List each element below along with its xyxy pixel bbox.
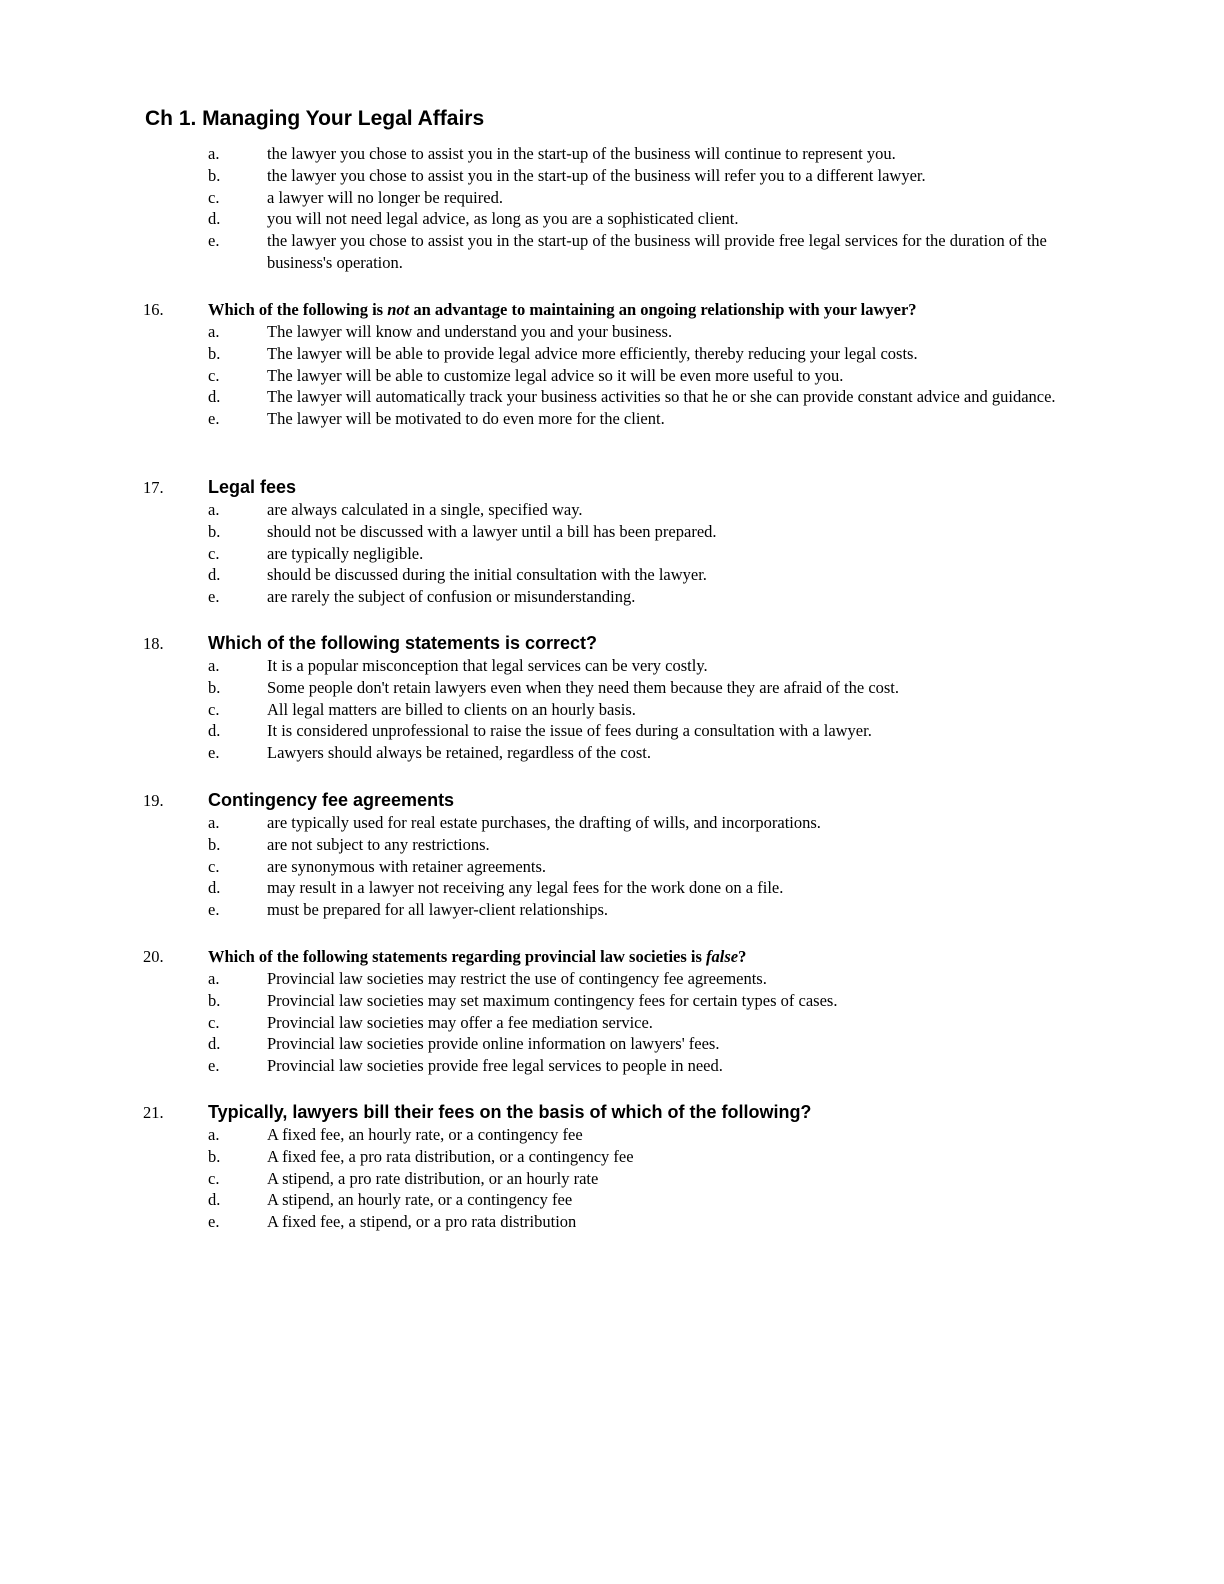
question-21 (0, 1102, 1224, 1233)
option-text: Some people don't retain lawyers even when they need them because they are afraid of the cost. (267, 677, 900, 697)
option-letter: b. (208, 343, 221, 363)
option-text: are not subject to any restrictions. (267, 834, 490, 854)
option-letter: a. (208, 500, 220, 519)
option-letter: b. (208, 677, 221, 697)
answer-option (0, 408, 1224, 430)
option-text: Provincial law societies provide free legal services to people in need. (267, 1056, 723, 1076)
option-text: Lawyers should always be retained, regardless of the cost. (267, 743, 651, 763)
answer-option (0, 968, 1224, 990)
question-number: 21. (143, 1103, 164, 1122)
answer-option (0, 856, 1224, 878)
option-letter: d. (208, 1034, 221, 1054)
answer-option (0, 230, 1224, 274)
option-text: The lawyer will automatically track your business activities so that he or she can provide constant advice and guidance. (267, 387, 1056, 407)
answer-option (0, 343, 1224, 365)
option-text: Provincial law societies may set maximum contingency fees for certain types of cases. (267, 990, 838, 1010)
option-text: All legal matters are billed to clients on an hourly basis. (267, 699, 636, 719)
option-text: A stipend, a pro rate distribution, or an hourly rate (267, 1168, 599, 1188)
stem-text: an advantage to maintaining an ongoing relationship with your lawyer? (409, 300, 917, 319)
question-17 (0, 477, 1224, 608)
option-letter: b. (208, 521, 221, 541)
stem-emphasis: false (706, 947, 739, 966)
question-number: 18. (143, 634, 164, 653)
option-text: should be discussed during the initial consultation with the lawyer. (267, 565, 707, 585)
option-letter: e. (208, 231, 220, 251)
option-letter: c. (208, 1012, 220, 1032)
option-text: The lawyer will be able to customize legal advice so it will be even more useful to you. (267, 365, 844, 385)
option-letter: a. (208, 969, 220, 988)
answer-option (0, 165, 1224, 187)
answer-option (0, 321, 1224, 343)
question-stem: Which of the following statements is correct? (208, 633, 598, 653)
option-letter: c. (208, 365, 220, 385)
question-stem: Legal fees (208, 477, 297, 497)
question-stem: Contingency fee agreements (208, 790, 455, 810)
option-letter: d. (208, 209, 221, 229)
option-letter: b. (208, 1146, 221, 1166)
question-number: 16. (143, 300, 164, 319)
option-text: must be prepared for all lawyer-client relationships. (267, 900, 609, 920)
answer-option (0, 742, 1224, 764)
option-text: you will not need legal advice, as long as you are a sophisticated client. (267, 209, 739, 229)
answer-option (0, 365, 1224, 387)
option-letter: a. (208, 144, 220, 163)
option-letter: a. (208, 322, 220, 341)
option-text: are always calculated in a single, specified way. (267, 500, 583, 519)
option-text: the lawyer you chose to assist you in the start-up of the business will continue to represent you. (267, 144, 896, 163)
option-letter: c. (208, 856, 220, 876)
question-18 (0, 633, 1224, 764)
question-number: 19. (143, 791, 164, 810)
option-letter: d. (208, 565, 221, 585)
option-letter: e. (208, 409, 220, 429)
answer-option (0, 386, 1224, 408)
answer-option (0, 564, 1224, 586)
answer-option (0, 812, 1224, 834)
page-title: Ch 1. Managing Your Legal Affairs (145, 107, 485, 130)
option-letter: d. (208, 1190, 221, 1210)
answer-option (0, 1124, 1224, 1146)
option-text: A stipend, an hourly rate, or a contingency fee (267, 1190, 573, 1210)
question-20 (0, 946, 1224, 1077)
question-16 (0, 299, 1224, 430)
option-letter: b. (208, 834, 221, 854)
answer-option (0, 834, 1224, 856)
option-text: are synonymous with retainer agreements. (267, 856, 547, 876)
question-stem (208, 946, 746, 968)
option-letter: c. (208, 1168, 220, 1188)
stem-text: Which of the following is (208, 300, 388, 319)
option-text: are rarely the subject of confusion or misunderstanding. (267, 587, 636, 607)
answer-option (0, 1189, 1224, 1211)
answer-option (0, 499, 1224, 521)
option-letter: e. (208, 1056, 220, 1076)
option-text: A fixed fee, an hourly rate, or a contingency fee (267, 1125, 583, 1144)
answer-option (0, 1146, 1224, 1168)
option-letter: c. (208, 543, 220, 563)
option-text: the lawyer you chose to assist you in the start-up of the business will refer you to a different lawyer. (267, 165, 926, 185)
option-letter: e. (208, 1212, 220, 1232)
stem-text: ? (738, 947, 747, 966)
option-text: The lawyer will know and understand you and your business. (267, 322, 673, 341)
option-text: Provincial law societies may restrict the use of contingency fee agreements. (267, 969, 767, 988)
option-text: may result in a lawyer not receiving any legal fees for the work done on a file. (267, 878, 784, 898)
option-letter: a. (208, 1125, 220, 1144)
option-letter: e. (208, 743, 220, 763)
answer-option (0, 877, 1224, 899)
answer-option (0, 655, 1224, 677)
option-letter: b. (208, 165, 221, 185)
option-text: A fixed fee, a stipend, or a pro rata distribution (267, 1212, 577, 1232)
option-letter: e. (208, 900, 220, 920)
answer-option (0, 1168, 1224, 1190)
option-text: should not be discussed with a lawyer until a bill has been prepared. (267, 521, 717, 541)
stem-text: Which of the following statements regarding provincial law societies is (208, 947, 707, 966)
option-text: A fixed fee, a pro rata distribution, or a contingency fee (267, 1146, 634, 1166)
option-text: are typically used for real estate purchases, the drafting of wills, and incorporations. (267, 813, 821, 832)
option-letter: e. (208, 587, 220, 607)
question-stem (208, 299, 917, 321)
answer-option (0, 720, 1224, 742)
answer-option (0, 187, 1224, 209)
option-text: The lawyer will be able to provide legal advice more efficiently, thereby reducing your legal costs. (267, 343, 918, 363)
answer-option (0, 677, 1224, 699)
answer-option (0, 521, 1224, 543)
option-letter: b. (208, 990, 221, 1010)
answer-option (0, 143, 1224, 165)
answer-option (0, 1033, 1224, 1055)
answer-option (0, 1012, 1224, 1034)
question-19 (0, 790, 1224, 921)
answer-option (0, 208, 1224, 230)
answer-option (0, 543, 1224, 565)
option-text: The lawyer will be motivated to do even more for the client. (267, 409, 665, 429)
answer-option (0, 990, 1224, 1012)
question-number: 17. (143, 478, 164, 497)
option-text: Provincial law societies may offer a fee mediation service. (267, 1012, 653, 1032)
question-stem: Typically, lawyers bill their fees on the basis of which of the following? (208, 1102, 812, 1122)
option-letter: a. (208, 813, 220, 832)
option-text: Provincial law societies provide online information on lawyers' fees. (267, 1034, 720, 1054)
answer-option (0, 1055, 1224, 1077)
option-letter: c. (208, 187, 220, 207)
option-text: the lawyer you chose to assist you in the start-up of the business will provide free legal services for the duration of the business's operation. (267, 231, 1047, 272)
option-text: a lawyer will no longer be required. (267, 187, 503, 207)
option-letter: d. (208, 878, 221, 898)
option-text: It is considered unprofessional to raise the issue of fees during a consultation with a lawyer. (267, 721, 872, 741)
option-letter: d. (208, 387, 221, 407)
option-text: It is a popular misconception that legal services can be very costly. (267, 656, 708, 675)
option-letter: c. (208, 699, 220, 719)
stem-emphasis: not (387, 300, 410, 319)
question-number: 20. (143, 947, 164, 966)
answer-option (0, 586, 1224, 608)
answer-option (0, 699, 1224, 721)
option-letter: a. (208, 656, 220, 675)
option-text: are typically negligible. (267, 543, 424, 563)
option-letter: d. (208, 721, 221, 741)
answer-option (0, 1211, 1224, 1233)
answer-option (0, 899, 1224, 921)
continued-question (0, 143, 1224, 274)
